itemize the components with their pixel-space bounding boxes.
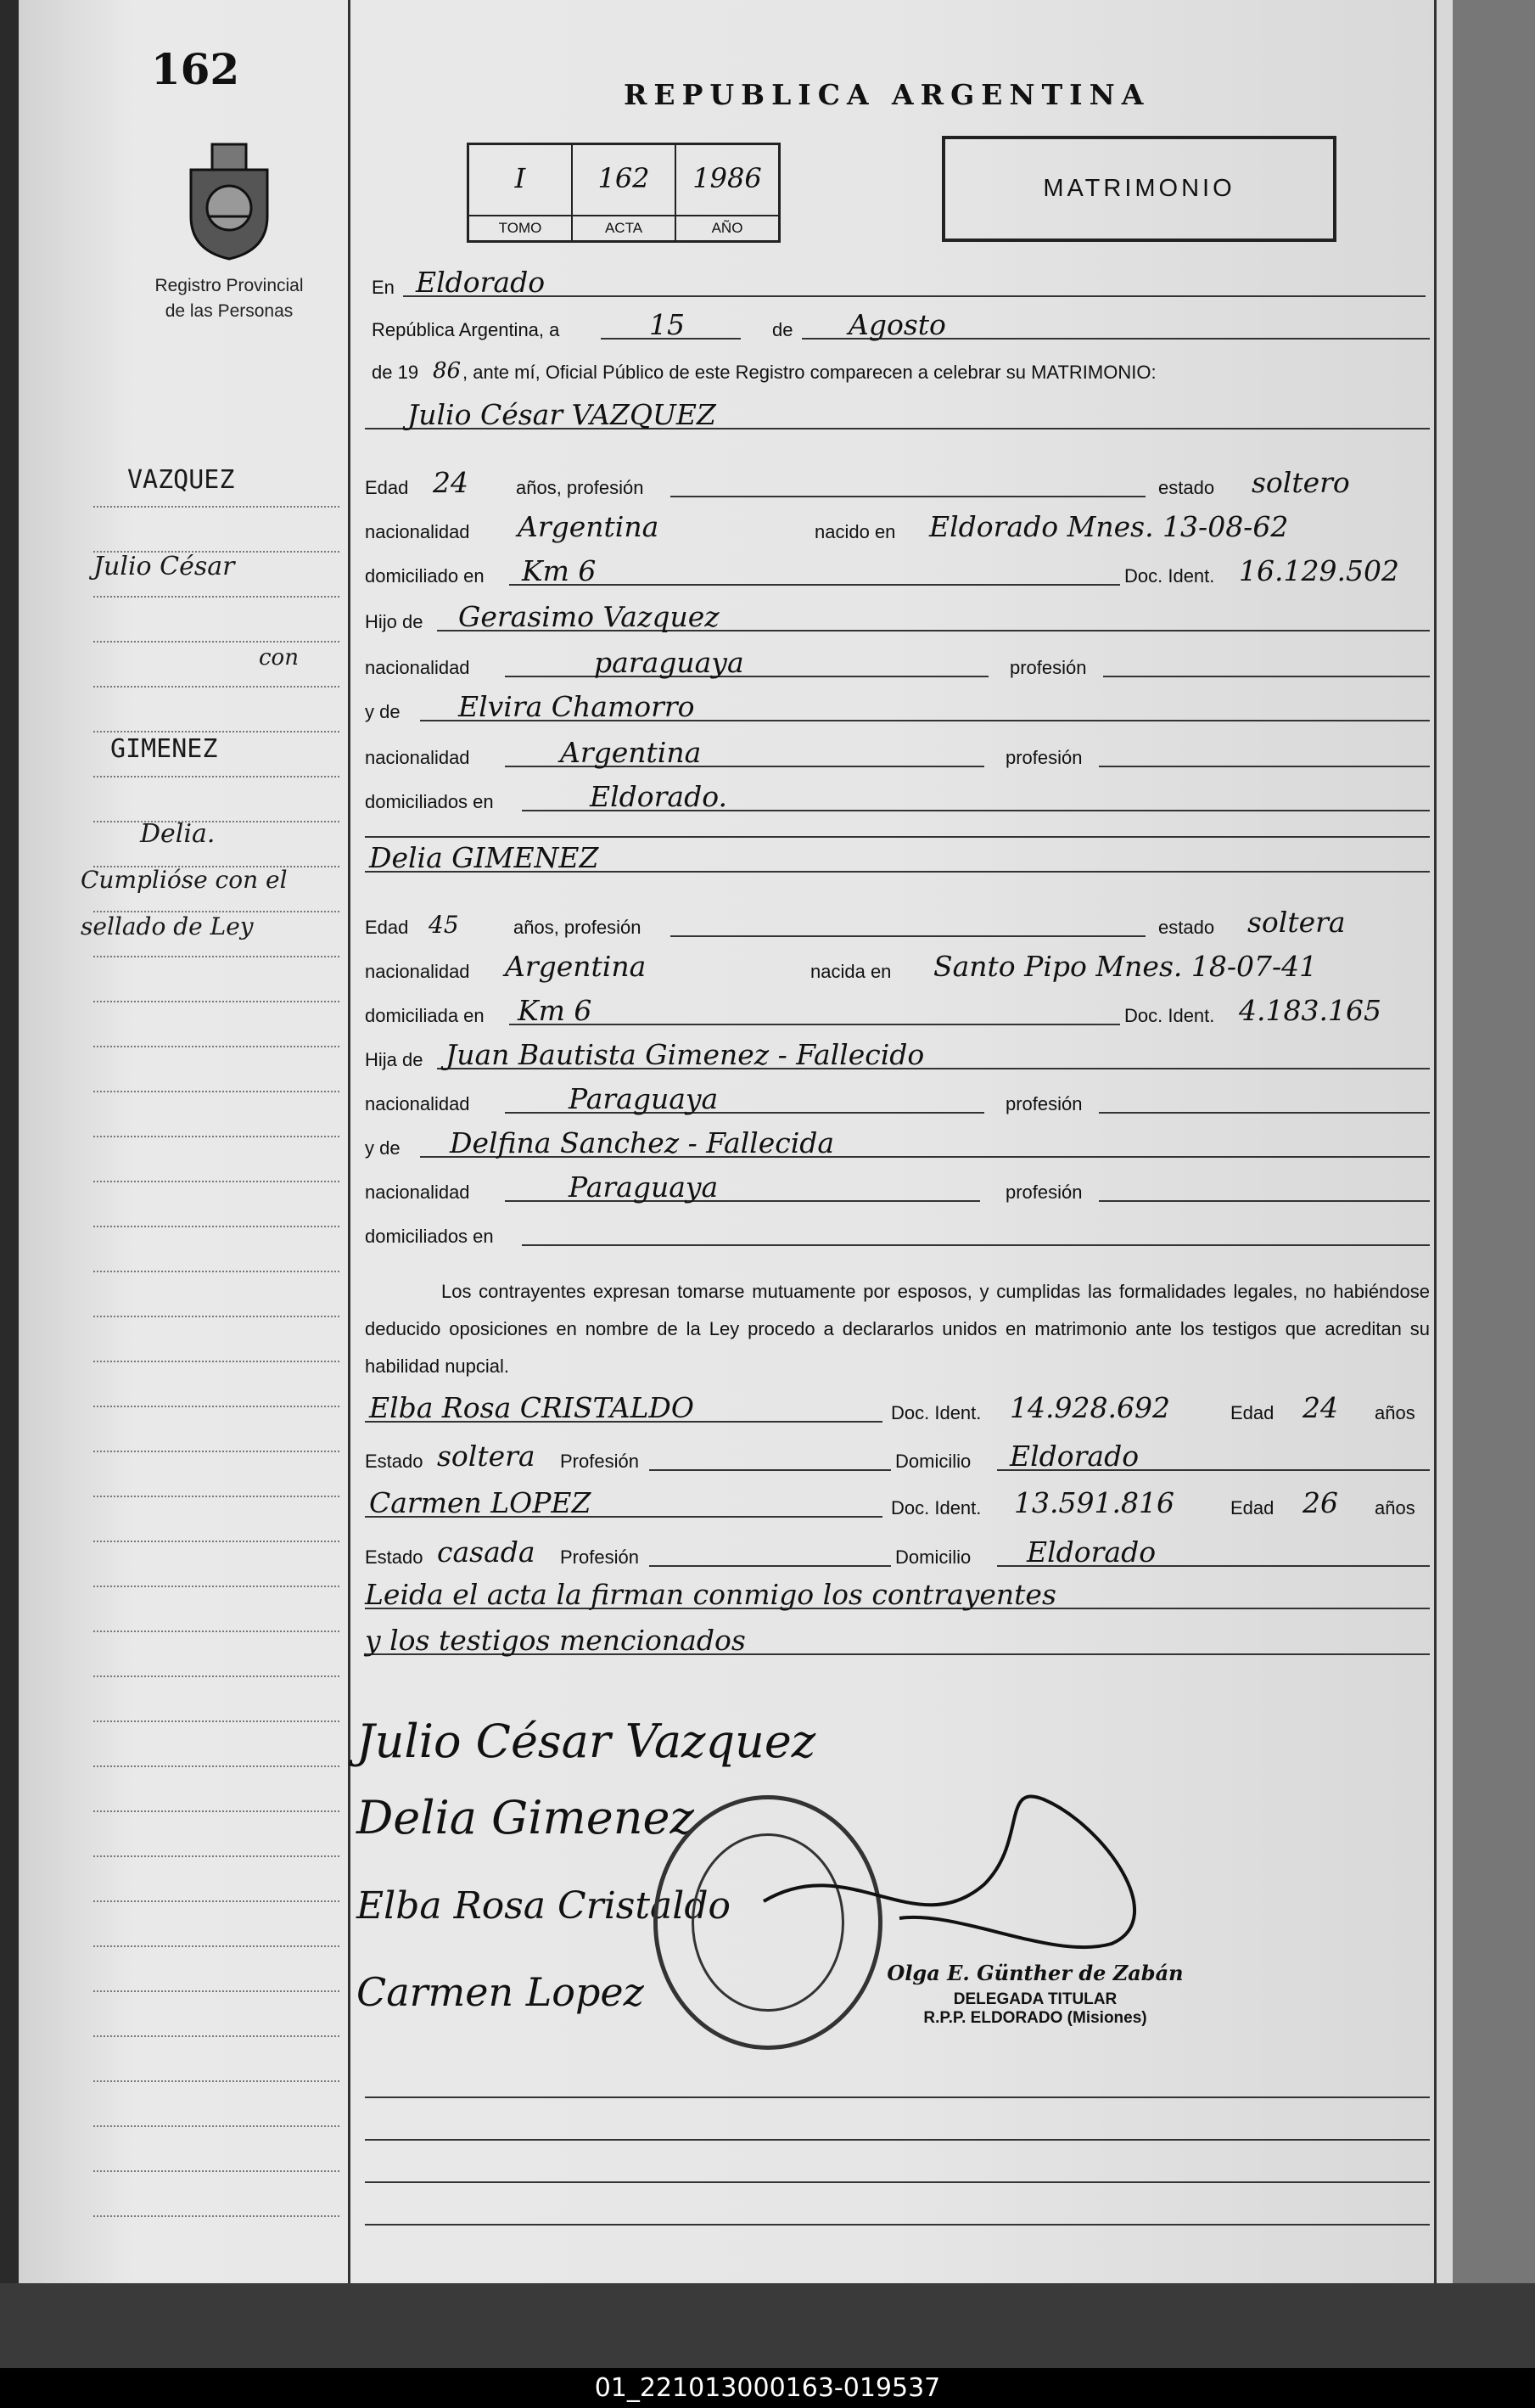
edad-label: Edad [1230,1497,1274,1518]
tomo-label: TOMO [469,215,571,240]
official-signature-scribble-icon [747,1748,1188,1969]
estado-cap-label: Estado [365,1546,423,1568]
doc-ident-label: Doc. Ident. [891,1497,982,1518]
book-edge [1453,0,1535,2283]
margin-surname-groom: VAZQUEZ [127,465,235,495]
official-title-1: DELEGADA TITULAR [953,1990,1118,2008]
en-label: En [372,277,395,298]
margin-given-bride: Delia. [140,819,216,849]
witness2-age: 26 [1303,1486,1338,1519]
nacionalidad-label: nacionalidad [365,521,470,542]
image-caption: 01_221013000163-019537 [0,2368,1535,2408]
profesion-cap-label: Profesión [560,1546,639,1568]
right-rule [1434,0,1437,2283]
ruled-line [365,2139,1430,2141]
bride-mother: Delfina Sanchez - Fallecida [450,1126,835,1159]
anio-value: 1986 [692,162,762,194]
nacionalidad-label: nacionalidad [365,747,470,768]
estado-cap-label: Estado [365,1451,423,1472]
groom-name: Julio César VAZQUEZ [407,398,716,431]
domicilio-label: Domicilio [895,1451,972,1472]
bride-mother-nationality: Paraguaya [569,1170,719,1204]
domiciliados-en-label: domiciliados en [365,1226,494,1247]
acta-type-box: MATRIMONIO [942,136,1336,242]
edad-label: Edad [365,477,409,498]
groom-nationality-line [365,509,1430,548]
groom-doc: 16.129.502 [1239,554,1399,587]
de-label: de [772,319,793,340]
acta-cell [573,145,676,240]
nacionalidad-label: nacionalidad [365,961,470,982]
intro-place-line [365,265,1430,304]
anos-label: años [1375,1497,1415,1518]
groom-age: 24 [433,466,468,499]
profesion-label: profesión [1010,657,1087,678]
witness1-detail-line [365,1439,1430,1478]
witness1-name: Elba Rosa CRISTALDO [369,1391,694,1424]
witness1-name-line [365,1390,1430,1429]
signature-witness-2: Carmen Lopez [356,1969,644,2015]
tomo-cell [469,145,573,240]
margin-ruled-lines [93,463,339,2217]
intro-year-line [365,350,1430,389]
intro-day: 15 [649,308,685,341]
anio-label: AÑO [676,215,778,240]
bride-birthplace: Santo Pipo Mnes. 18-07-41 [933,950,1318,983]
intro-text: , ante mí, Oficial Público de este Registro comparecen a celebrar su MATRIMONIO: [462,362,1157,383]
profesion-label: profesión [1006,747,1083,768]
registry-line1: Registro Provincial [154,276,304,295]
witness1-doc: 14.928.692 [1010,1391,1170,1424]
bride-mother-nationality-line [365,1170,1430,1209]
bride-domicile-line [365,993,1430,1032]
witness1-estado: soltera [437,1440,535,1473]
witness2-name: Carmen LOPEZ [369,1486,591,1519]
official-name: Olga E. Günther de Zabán [887,1961,1184,1985]
official-title-2: R.P.P. ELDORADO (Misiones) [923,2009,1147,2027]
domiciliada-en-label: domiciliada en [365,1005,485,1026]
profesion-label: profesión [1006,1182,1083,1203]
nacionalidad-label: nacionalidad [365,1182,470,1203]
intro-date-line [365,307,1430,346]
nacionalidad-label: nacionalidad [365,657,470,678]
witness2-doc: 13.591.816 [1014,1486,1174,1519]
witness1-age: 24 [1303,1391,1338,1424]
groom-parents-domicile-line [365,779,1430,818]
declaration-paragraph: Los contrayentes expresan tomarse mutuamente por esposos, y cumplidas las formalidades legales, no habiéndose deducido oposiciones en nombre de la Ley procedo a declararlos unidos en matrimonio ante los testigos que acreditan su habilidad nupcial. [365,1281,1430,1377]
acta-label: ACTA [573,215,675,240]
domicilio-label: Domicilio [895,1546,972,1568]
bride-nationality-line [365,949,1430,988]
margin-con: con [259,645,299,671]
hija-de-label: Hija de [365,1049,423,1070]
registry-label [102,273,356,324]
groom-name-line [365,397,1430,436]
domiciliado-en-label: domiciliado en [365,565,485,587]
provincial-crest-icon [174,136,284,263]
groom-estado: soltero [1252,466,1350,499]
bride-father: Juan Bautista Gimenez - Fallecido [445,1038,925,1071]
nacionalidad-label: nacionalidad [365,1093,470,1114]
year-prefix: de 19 [372,362,419,383]
groom-birthplace: Eldorado Mnes. 13-08-62 [929,510,1289,543]
witness2-name-line [365,1485,1430,1524]
doc-ident-label: Doc. Ident. [891,1402,982,1423]
official-title [874,1990,1196,2028]
bride-name-line [365,840,1430,879]
groom-father-nationality-line [365,645,1430,684]
bride-domicilio: Km 6 [518,994,592,1027]
groom-parents-domicile: Eldorado. [590,780,727,813]
intro-month: Agosto [849,308,946,341]
witness2-estado: casada [437,1535,535,1569]
ruled-line [365,2181,1430,2183]
closing-line-1 [365,1577,1430,1616]
signature-witness-1: Elba Rosa Cristaldo [356,1884,731,1928]
ruled-line [365,2096,1430,2098]
signature-groom: Julio César Vazquez [356,1715,816,1768]
tomo-value: I [514,162,526,194]
intro-place: Eldorado [416,266,546,299]
closing-text-2: y los testigos mencionados [365,1624,746,1657]
margin-rule [348,0,350,2283]
anos-label: años [1375,1402,1415,1423]
groom-age-line [365,465,1430,504]
profesion-label: profesión [1006,1093,1083,1114]
y-de-label: y de [365,701,401,722]
groom-mother-line [365,689,1430,728]
groom-mother-nationality-line [365,735,1430,774]
anos-profesion-label: años, profesión [513,917,641,938]
domiciliados-en-label: domiciliados en [365,791,494,812]
bride-father-line [365,1037,1430,1076]
doc-ident-label: Doc. Ident. [1124,1005,1215,1026]
bride-doc: 4.183.165 [1239,994,1381,1027]
bride-estado: soltera [1247,906,1346,939]
bride-age-line [365,905,1430,944]
margin-surname-bride: GIMENEZ [110,734,218,764]
edad-label: Edad [1230,1402,1274,1423]
republica-label: República Argentina, a [372,319,560,340]
registry-line2: de las Personas [165,301,294,321]
witness1-domicilio: Eldorado [1010,1440,1140,1473]
bride-father-nationality: Paraguaya [569,1082,719,1115]
groom-nacionalidad: Argentina [518,510,659,543]
nacida-en-label: nacida en [810,961,892,982]
estado-label: estado [1158,477,1215,498]
page-number: 162 [150,44,240,94]
bride-parents-domicile-line [365,1214,1430,1253]
ruled-line [365,2224,1430,2226]
bride-age: 45 [429,911,459,939]
margin-given-groom: Julio César [93,552,235,581]
country-title: REPUBLICA ARGENTINA [624,78,1151,111]
groom-mother: Elvira Chamorro [458,690,695,723]
acta-reference-box [467,143,781,243]
nacido-en-label: nacido en [815,521,896,542]
section-divider [365,836,1430,838]
bride-mother-line [365,1125,1430,1165]
bride-name: Delia GIMENEZ [369,841,599,874]
closing-line-2 [365,1623,1430,1662]
anos-profesion-label: años, profesión [516,477,644,498]
groom-mother-nationality: Argentina [560,736,702,769]
groom-father-nationality: paraguaya [594,646,744,679]
hijo-de-label: Hijo de [365,611,423,632]
groom-father-line [365,599,1430,638]
acta-value: 162 [597,162,650,194]
closing-text-1: Leida el acta la firman conmigo los contrayentes [365,1578,1056,1611]
witness2-detail-line [365,1535,1430,1574]
estado-label: estado [1158,917,1215,938]
groom-father: Gerasimo Vazquez [458,600,720,633]
bride-nacionalidad: Argentina [505,950,647,983]
witness2-domicilio: Eldorado [1027,1535,1157,1569]
year-suffix: 86 [433,358,462,384]
signature-bride: Delia Gimenez [356,1791,694,1844]
margin-note-1: Cumplióse con el [81,866,288,894]
doc-ident-label: Doc. Ident. [1124,565,1215,587]
groom-domicile-line [365,553,1430,592]
y-de-label: y de [365,1137,401,1159]
profesion-cap-label: Profesión [560,1451,639,1472]
margin-note-2: sellado de Ley [81,912,254,940]
anio-cell [676,145,778,240]
groom-domicilio: Km 6 [522,554,597,587]
bride-father-nationality-line [365,1081,1430,1120]
edad-label: Edad [365,917,409,938]
